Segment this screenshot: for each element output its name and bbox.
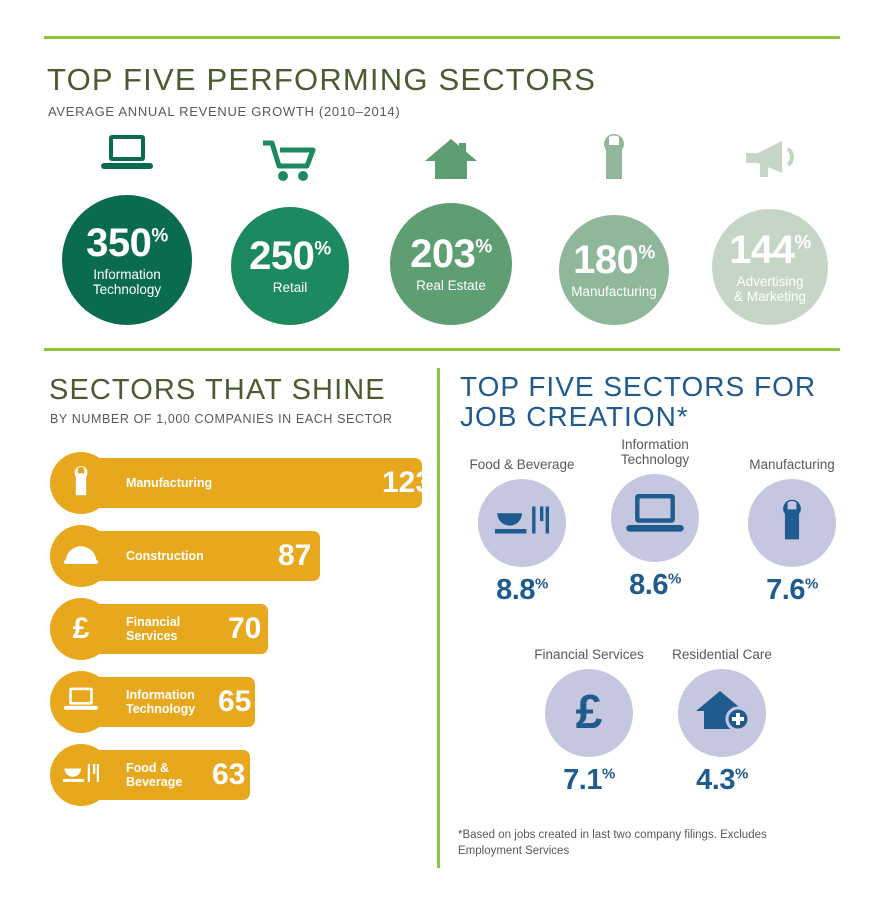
divider-middle [44,348,840,351]
divider-vertical [437,368,440,868]
house-plus-icon [694,687,750,738]
circle-value-group [62,195,192,325]
bar-value: 87 [278,539,312,572]
bar-icon-circle [50,598,112,660]
circle-item [690,135,850,325]
job-value: 8.8% [496,573,548,606]
food-icon [63,762,99,789]
circle-item [47,135,207,325]
bar-icon-circle [50,744,112,806]
circle-label: Advertising & Marketing [733,273,807,304]
job-icon-circle [545,669,633,757]
house-icon [423,137,479,186]
circle-value-group [390,203,512,325]
job-value: 7.6% [766,573,818,606]
job-label: Food & Beverage [469,457,575,472]
bar-row [50,452,433,514]
job-item [585,438,725,602]
top-sectors-circle-chart [47,135,847,325]
footnote: *Based on jobs created in last two company filings. Excludes Employment Services [458,829,767,857]
circle-label: Manufacturing [571,284,657,300]
job-label: Information Technology [620,437,690,467]
job-icon-circle [478,479,566,567]
circle-label: Retail [272,280,308,296]
shopping-cart-icon [261,140,319,187]
pound-icon: £ [575,685,603,739]
megaphone-icon [740,139,800,184]
bar-icon-circle [50,525,112,587]
job-label: Financial Services [534,647,644,662]
bar-value: 65 [218,685,252,718]
job-value: 7.1% [563,763,615,796]
circle-value: 180% [573,238,655,283]
bar-label: Construction [126,549,204,563]
pound-icon: £ [72,612,90,645]
bar-row [50,744,430,806]
job-icon-circle [611,474,699,562]
bar-value: 123 [382,466,433,499]
section1-title: TOP FIVE PERFORMING SECTORS [47,62,597,97]
laptop-icon [64,687,98,718]
job-item [722,458,862,607]
sectors-that-shine-bar-chart [50,452,433,817]
job-label: Residential Care [672,647,772,662]
circle-item [371,135,531,325]
bar-label: Financial Services [126,615,181,643]
job-value: 4.3% [696,763,748,796]
job-icon-circle [748,479,836,567]
circle-value-group [231,207,349,325]
circle-item [534,135,694,325]
section1-subtitle: AVERAGE ANNUAL REVENUE GROWTH (2010–2014) [48,104,401,119]
job-item [519,648,659,797]
section2-title: SECTORS THAT SHINE [49,374,386,406]
section3-title: TOP FIVE SECTORS FOR JOB CREATION* [460,371,817,433]
circle-value-group [559,215,669,325]
job-value: 8.6% [629,568,681,601]
divider-top [44,36,840,39]
circle-item [210,135,370,325]
wrench-icon [70,464,92,503]
bar-row [50,671,430,733]
wrench-icon [777,497,807,548]
job-item [452,458,592,607]
bar-row [50,525,430,587]
bar-label: Manufacturing [126,476,213,490]
wrench-icon [597,133,631,186]
bar-icon-circle [50,452,112,514]
laptop-icon [626,494,684,541]
bar-label: Information Technology [126,688,196,716]
bar-icon-circle [50,671,112,733]
circle-value: 203% [410,232,492,277]
bar-value: 70 [228,612,262,645]
circle-value: 250% [249,234,331,279]
circle-value: 350% [86,220,168,265]
job-item [652,648,792,797]
section2-subtitle: BY NUMBER OF 1,000 COMPANIES IN EACH SECTOR [50,412,393,426]
bar-row [50,598,430,660]
circle-label: Information Technology [92,266,162,297]
laptop-icon [101,135,153,178]
circle-value: 144% [729,227,811,272]
circle-value-group [712,209,828,325]
hard-hat-icon [64,543,98,570]
job-label: Manufacturing [749,457,835,472]
bar-label: Food & Beverage [126,761,183,789]
circle-label: Real Estate [416,278,486,294]
bar-value: 63 [212,758,246,791]
job-icon-circle [678,669,766,757]
food-icon [495,504,549,541]
